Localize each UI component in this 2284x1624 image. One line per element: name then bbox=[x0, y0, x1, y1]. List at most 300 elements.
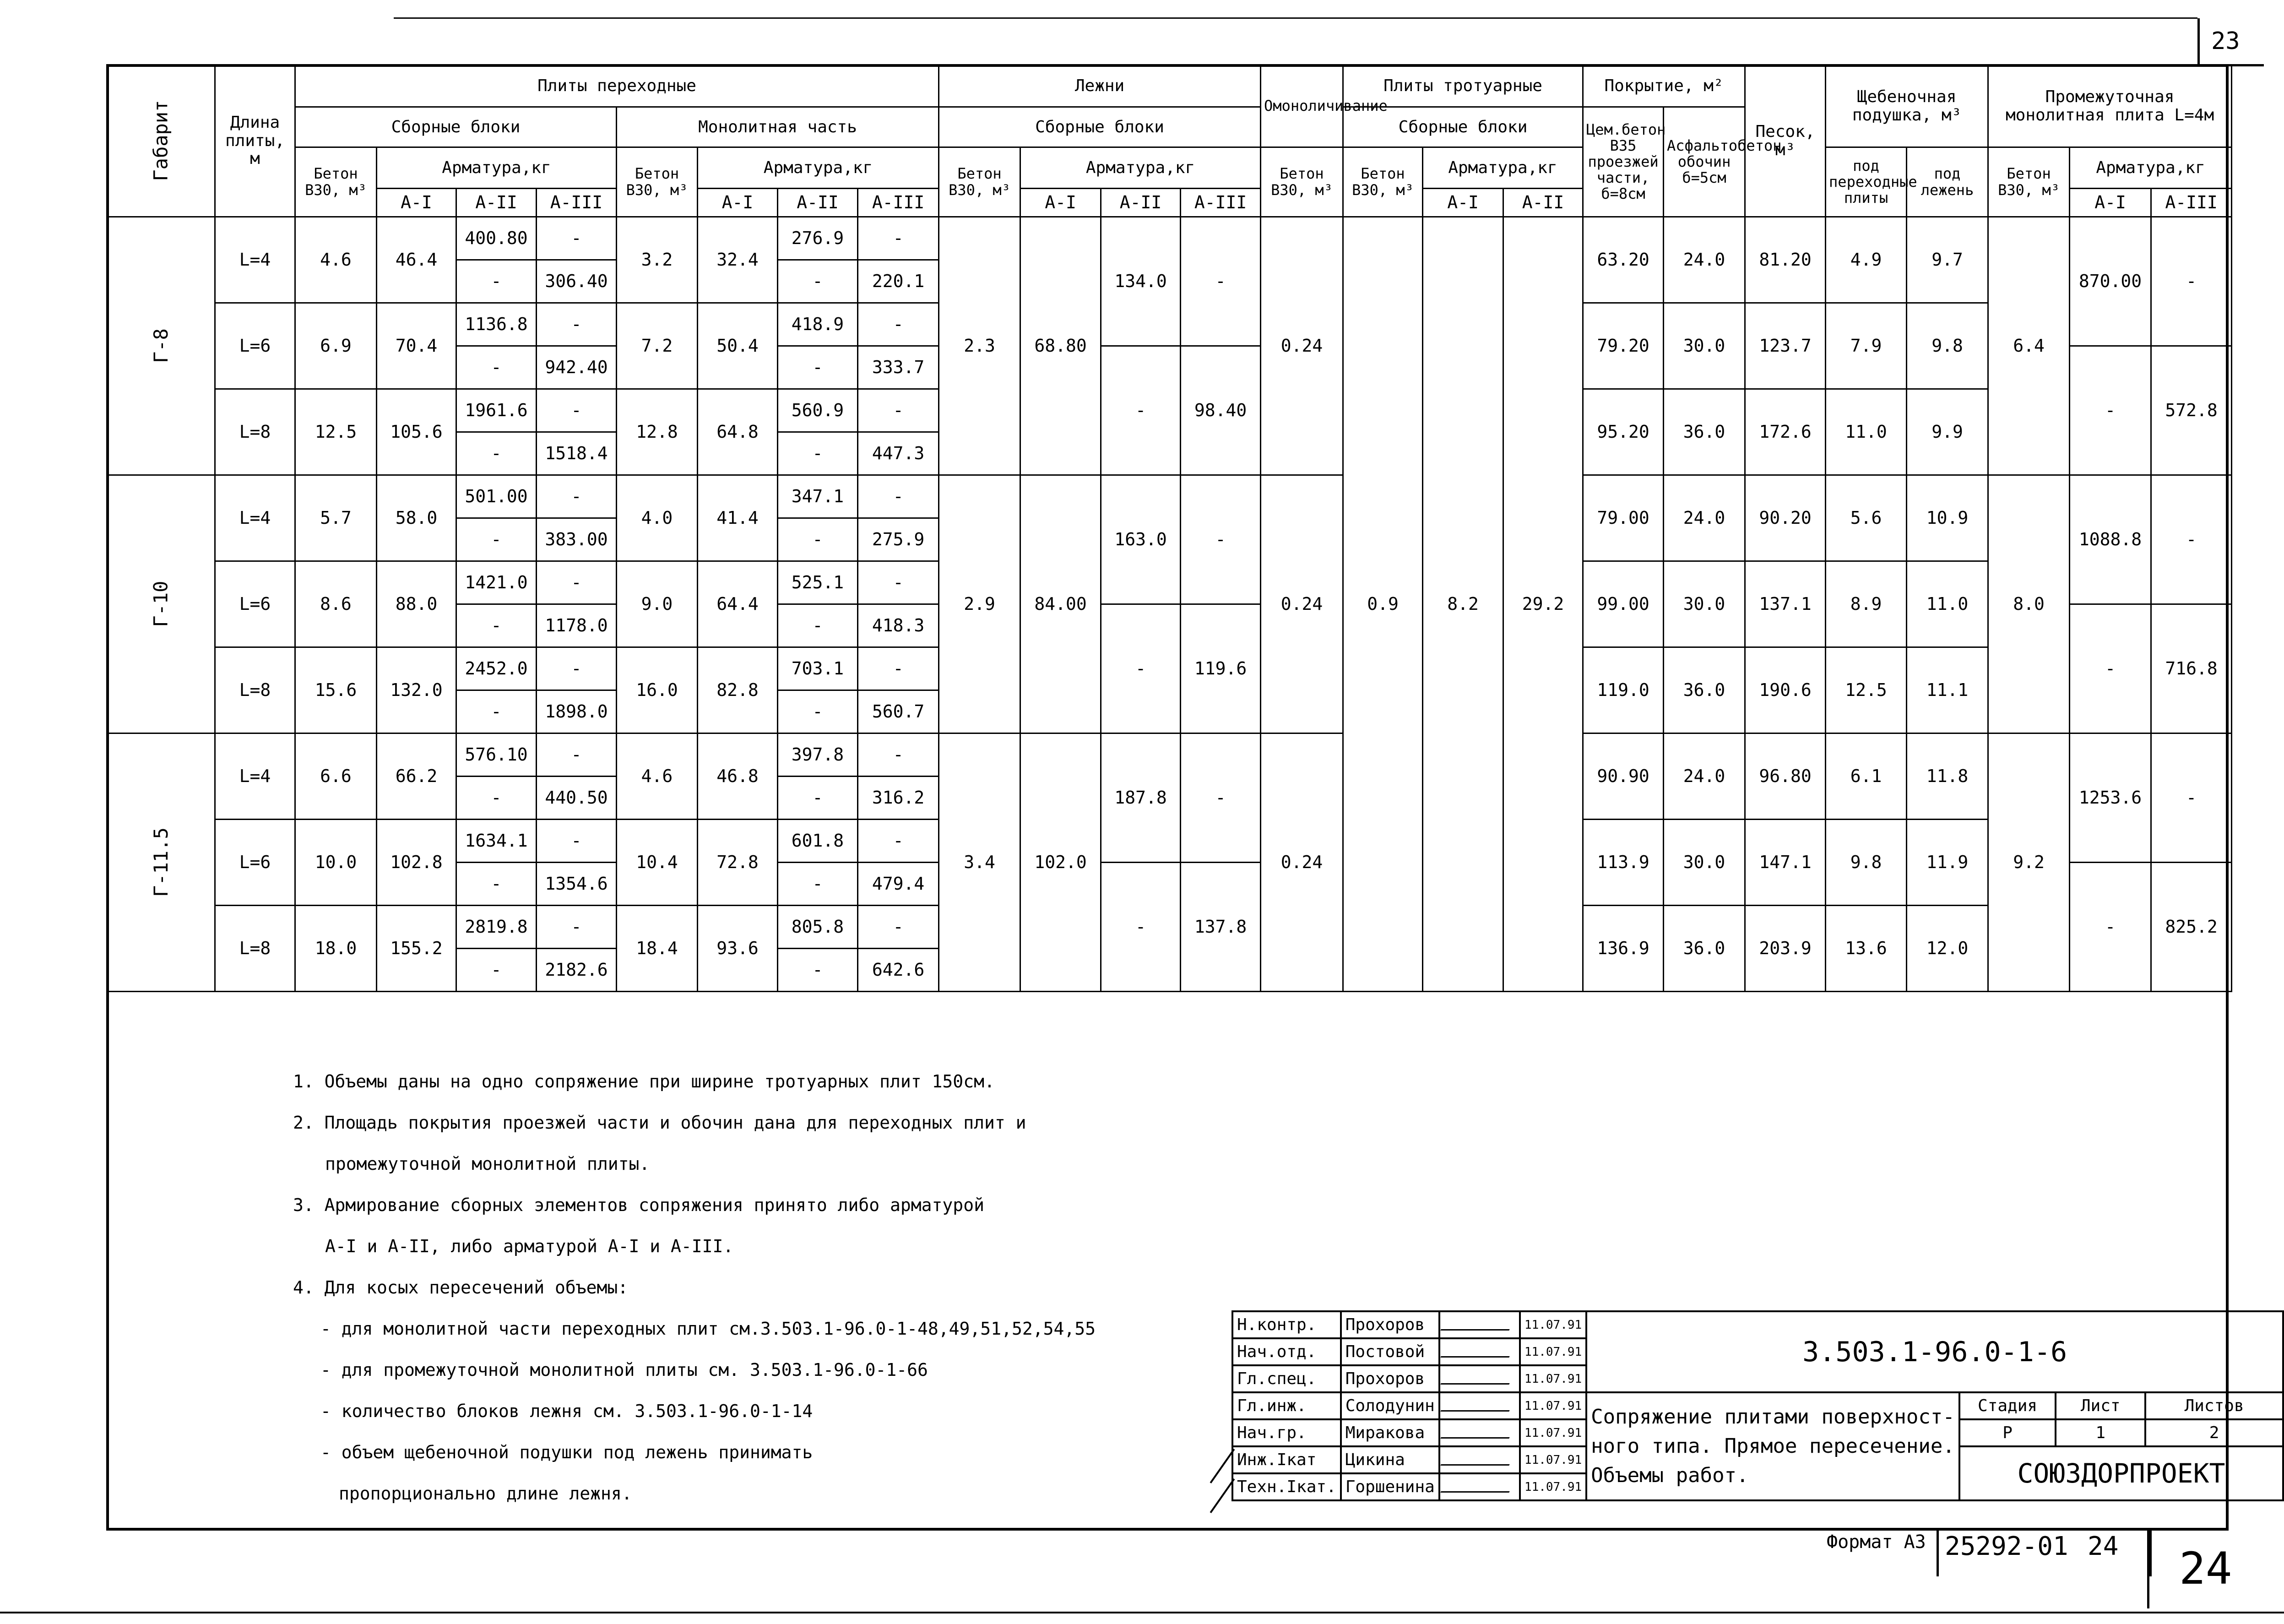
monolithic-a2-cell: 276.9 bbox=[778, 217, 858, 260]
sleeper-a3-cell: - bbox=[1181, 217, 1261, 346]
monolithic-a3-cell: 479.4 bbox=[858, 863, 939, 906]
stage-value: Р bbox=[1959, 1419, 2056, 1446]
intermediate-a1-cell: 1253.6 bbox=[2070, 733, 2151, 863]
under-sleeper-header: под лежень bbox=[1907, 147, 1988, 217]
concrete-header: Бетон В30, м³ bbox=[1261, 147, 1343, 217]
document-code: 3.503.1-96.0-1-6 bbox=[1586, 1311, 2283, 1392]
sheets-value: 2 bbox=[2145, 1419, 2283, 1446]
monolithic-part-header: Монолитная часть bbox=[617, 107, 939, 147]
slab-length-cell: L=4 bbox=[215, 475, 295, 561]
signature-mark bbox=[1440, 1342, 1516, 1358]
signature-mark bbox=[1440, 1423, 1516, 1439]
slab-length-cell: L=6 bbox=[215, 820, 295, 906]
precast-a2-cell: 501.00 bbox=[456, 475, 537, 518]
intermediate-a3-cell: 825.2 bbox=[2151, 863, 2232, 992]
date-cell: 11.07.91 bbox=[1520, 1473, 1586, 1500]
a2-header: А-II bbox=[1101, 189, 1181, 217]
note-line: пропорционально длине лежня. bbox=[339, 1483, 632, 1504]
role-cell: Нач.отд. bbox=[1232, 1338, 1341, 1365]
slab-length-cell: L=8 bbox=[215, 906, 295, 992]
sleeper-a3-cell: - bbox=[1181, 475, 1261, 604]
name-cell: Прохоров bbox=[1341, 1311, 1439, 1338]
monolithic-a3-cell: 642.6 bbox=[858, 949, 939, 992]
monolithic-a2-cell: - bbox=[778, 432, 858, 475]
monolithic-a2-cell: - bbox=[778, 346, 858, 389]
a1-header: А-I bbox=[698, 189, 778, 217]
cement-concrete-cell: 95.20 bbox=[1583, 389, 1664, 475]
monolithic-a3-cell: - bbox=[858, 303, 939, 346]
precast-a1-cell: 88.0 bbox=[377, 561, 456, 647]
date-cell: 11.07.91 bbox=[1520, 1338, 1586, 1365]
signature-mark bbox=[1440, 1450, 1516, 1466]
monolithic-a2-cell: - bbox=[778, 949, 858, 992]
a3-header: А-III bbox=[858, 189, 939, 217]
sidewalk-slabs-header: Плиты тротуарные bbox=[1343, 65, 1583, 107]
precast-a3-cell: 2182.6 bbox=[537, 949, 617, 992]
bottom-rule bbox=[0, 1612, 2284, 1613]
transition-slabs-header: Плиты переходные bbox=[295, 65, 939, 107]
sleeper-a3-cell: 137.8 bbox=[1181, 863, 1261, 992]
cement-concrete-cell: 90.90 bbox=[1583, 733, 1664, 820]
monolithic-a3-cell: 560.7 bbox=[858, 690, 939, 733]
a1-header: А-I bbox=[1020, 189, 1101, 217]
cushion-transition-cell: 11.0 bbox=[1826, 389, 1907, 475]
monolithic-concrete-cell: 7.2 bbox=[617, 303, 698, 389]
cushion-sleeper-cell: 9.8 bbox=[1907, 303, 1988, 389]
precast-a1-cell: 58.0 bbox=[377, 475, 456, 561]
intermediate-a3-cell: 572.8 bbox=[2151, 346, 2232, 475]
precast-a3-cell: 942.40 bbox=[537, 346, 617, 389]
precast-a2-cell: - bbox=[456, 346, 537, 389]
note-line: 1. Объемы даны на одно сопряжение при ширине тротуарных плит 150см. bbox=[293, 1071, 995, 1092]
name-cell: Миракова bbox=[1341, 1419, 1439, 1446]
pavement-header: Покрытие, м² bbox=[1583, 65, 1745, 107]
name-cell: Солодунин bbox=[1341, 1392, 1439, 1419]
slab-length-cell: L=4 bbox=[215, 217, 295, 303]
sleeper-a2-cell: 134.0 bbox=[1101, 217, 1181, 346]
signature-cell bbox=[1439, 1392, 1520, 1419]
sheet-value: 1 bbox=[2056, 1419, 2145, 1446]
intermediate-a1-cell: - bbox=[2070, 863, 2151, 992]
cement-concrete-cell: 99.00 bbox=[1583, 561, 1664, 647]
intermediate-slab-header: Промежуточная монолитная плита L=4м bbox=[1988, 65, 2232, 147]
precast-a1-cell: 46.4 bbox=[377, 217, 456, 303]
precast-a2-cell: - bbox=[456, 604, 537, 647]
precast-concrete-cell: 6.9 bbox=[295, 303, 377, 389]
signature-cell bbox=[1439, 1419, 1520, 1446]
date-cell: 11.07.91 bbox=[1520, 1365, 1586, 1392]
sheet-number-top: 23 bbox=[2211, 27, 2240, 55]
precast-concrete-cell: 15.6 bbox=[295, 647, 377, 733]
title-line: Объемы работ. bbox=[1591, 1463, 1749, 1487]
monolithic-a1-cell: 64.8 bbox=[698, 389, 778, 475]
a1-header: А-I bbox=[2070, 189, 2151, 217]
sleeper-concrete-cell: 2.9 bbox=[939, 475, 1020, 733]
sand-header: Песок, м³ bbox=[1745, 65, 1826, 217]
precast-concrete-cell: 6.6 bbox=[295, 733, 377, 820]
asphalt-cell: 36.0 bbox=[1664, 389, 1745, 475]
role-cell: Нач.гр. bbox=[1232, 1419, 1341, 1446]
cushion-transition-cell: 9.8 bbox=[1826, 820, 1907, 906]
precast-a1-cell: 66.2 bbox=[377, 733, 456, 820]
rebar-header: Арматура,кг bbox=[2070, 147, 2232, 189]
name-cell: Прохоров bbox=[1341, 1365, 1439, 1392]
concrete-header: Бетон В30, м³ bbox=[1343, 147, 1423, 217]
date-cell: 11.07.91 bbox=[1520, 1392, 1586, 1419]
monolithic-a2-cell: - bbox=[778, 863, 858, 906]
precast-a1-cell: 70.4 bbox=[377, 303, 456, 389]
monolithic-concrete-cell: 16.0 bbox=[617, 647, 698, 733]
precast-a1-cell: 102.8 bbox=[377, 820, 456, 906]
asphalt-cell: 36.0 bbox=[1664, 906, 1745, 992]
role-cell: Гл.спец. bbox=[1232, 1365, 1341, 1392]
asphalt-cell: 30.0 bbox=[1664, 303, 1745, 389]
precast-a2-cell: - bbox=[456, 432, 537, 475]
cement-concrete-header: Цем.бетон В35 проезжей части, б=8см bbox=[1583, 107, 1664, 217]
sleeper-a3-cell: - bbox=[1181, 733, 1261, 863]
sheet-label: Лист bbox=[2056, 1392, 2145, 1419]
cushion-transition-cell: 8.9 bbox=[1826, 561, 1907, 647]
precast-a3-cell: - bbox=[537, 217, 617, 260]
sleeper-concrete-cell: 2.3 bbox=[939, 217, 1020, 475]
sidewalk-concrete-cell: 0.9 bbox=[1343, 217, 1423, 992]
role-cell: Техн.Iкат. bbox=[1232, 1473, 1341, 1500]
precast-concrete-cell: 10.0 bbox=[295, 820, 377, 906]
precast-a3-cell: - bbox=[537, 389, 617, 432]
cushion-transition-cell: 6.1 bbox=[1826, 733, 1907, 820]
intermediate-concrete-cell: 6.4 bbox=[1988, 217, 2070, 475]
monolithic-a3-cell: 418.3 bbox=[858, 604, 939, 647]
sleeper-a2-cell: 187.8 bbox=[1101, 733, 1181, 863]
monolithic-a3-cell: - bbox=[858, 389, 939, 432]
asphalt-header: Асфальтобетон обочин б=5см bbox=[1664, 107, 1745, 217]
monolithing-cell: 0.24 bbox=[1261, 475, 1343, 733]
precast-a3-cell: 1178.0 bbox=[537, 604, 617, 647]
note-line: 4. Для косых пересечений объемы: bbox=[293, 1277, 629, 1298]
length-header: Длина плиты, м bbox=[215, 65, 295, 217]
date-cell: 11.07.91 bbox=[1520, 1311, 1586, 1338]
cushion-sleeper-cell: 11.8 bbox=[1907, 733, 1988, 820]
monolithic-a3-cell: - bbox=[858, 906, 939, 949]
note-line: - количество блоков лежня см. 3.503.1-96.0-1-14 bbox=[320, 1401, 813, 1421]
signature-mark bbox=[1440, 1315, 1516, 1331]
a3-header: А-III bbox=[1181, 189, 1261, 217]
asphalt-cell: 24.0 bbox=[1664, 217, 1745, 303]
precast-a3-cell: 440.50 bbox=[537, 777, 617, 820]
monolithic-a2-cell: - bbox=[778, 604, 858, 647]
monolithing-cell: 0.24 bbox=[1261, 733, 1343, 992]
precast-a1-cell: 132.0 bbox=[377, 647, 456, 733]
signature-mark bbox=[1440, 1369, 1516, 1385]
monolithic-a2-cell: 560.9 bbox=[778, 389, 858, 432]
slab-length-cell: L=4 bbox=[215, 733, 295, 820]
role-cell: Инж.Iкат bbox=[1232, 1446, 1341, 1473]
precast-a2-cell: - bbox=[456, 690, 537, 733]
precast-a2-cell: - bbox=[456, 863, 537, 906]
precast-a3-cell: - bbox=[537, 820, 617, 863]
title-block-row bbox=[1232, 1311, 2283, 1338]
cement-concrete-cell: 113.9 bbox=[1583, 820, 1664, 906]
role-cell: Гл.инж. bbox=[1232, 1392, 1341, 1419]
archive-number: 25292-01 bbox=[1945, 1532, 2068, 1561]
precast-blocks-header: Сборные блоки bbox=[295, 107, 617, 147]
date-cell: 11.07.91 bbox=[1520, 1419, 1586, 1446]
name-cell: Цикина bbox=[1341, 1446, 1439, 1473]
cushion-sleeper-cell: 10.9 bbox=[1907, 475, 1988, 561]
monolithic-a2-cell: 805.8 bbox=[778, 906, 858, 949]
cushion-sleeper-cell: 12.0 bbox=[1907, 906, 1988, 992]
cushion-sleeper-cell: 11.0 bbox=[1907, 561, 1988, 647]
monolithic-a1-cell: 46.8 bbox=[698, 733, 778, 820]
under-transition-header: под переходные плиты bbox=[1826, 147, 1907, 217]
cushion-sleeper-cell: 9.7 bbox=[1907, 217, 1988, 303]
sidewalk-precast-header: Сборные блоки bbox=[1343, 107, 1583, 147]
monolithic-a2-cell: 601.8 bbox=[778, 820, 858, 863]
monolithic-a2-cell: - bbox=[778, 260, 858, 303]
slab-length-cell: L=6 bbox=[215, 303, 295, 389]
sand-cell: 90.20 bbox=[1745, 475, 1826, 561]
monolithic-a1-cell: 72.8 bbox=[698, 820, 778, 906]
signature-mark bbox=[1440, 1477, 1516, 1493]
note-line: 2. Площадь покрытия проезжей части и обочин дана для переходных плит и bbox=[293, 1113, 1026, 1133]
a1-header: А-I bbox=[1423, 189, 1503, 217]
title-line: Сопряжение плитами поверхност- bbox=[1591, 1405, 1955, 1429]
sleeper-a2-cell: - bbox=[1101, 346, 1181, 475]
monolithic-a1-cell: 50.4 bbox=[698, 303, 778, 389]
cushion-sleeper-cell: 11.1 bbox=[1907, 647, 1988, 733]
signature-cell bbox=[1439, 1446, 1520, 1473]
a2-header: А-II bbox=[456, 189, 537, 217]
precast-a3-cell: 306.40 bbox=[537, 260, 617, 303]
intermediate-a1-cell: 1088.8 bbox=[2070, 475, 2151, 604]
sidewalk-a1-cell: 8.2 bbox=[1423, 217, 1503, 992]
gravel-cushion-header: Щебеночная подушка, м³ bbox=[1826, 65, 1988, 147]
monolithic-concrete-cell: 12.8 bbox=[617, 389, 698, 475]
gabarit-label: Г-11.5 bbox=[149, 827, 172, 897]
intermediate-a3-cell: - bbox=[2151, 217, 2232, 346]
precast-a2-cell: 1136.8 bbox=[456, 303, 537, 346]
precast-a2-cell: 1961.6 bbox=[456, 389, 537, 432]
slab-length-cell: L=8 bbox=[215, 389, 295, 475]
sleeper-a2-cell: - bbox=[1101, 863, 1181, 992]
concrete-header: Бетон В30, м³ bbox=[295, 147, 377, 217]
monolithic-concrete-cell: 4.0 bbox=[617, 475, 698, 561]
sleeper-a1-cell: 84.00 bbox=[1020, 475, 1101, 733]
rebar-header: Арматура,кг bbox=[377, 147, 617, 189]
intermediate-a1-cell: - bbox=[2070, 346, 2151, 475]
sand-cell: 137.1 bbox=[1745, 561, 1826, 647]
sleeper-concrete-cell: 3.4 bbox=[939, 733, 1020, 992]
precast-a3-cell: 1354.6 bbox=[537, 863, 617, 906]
monolithic-concrete-cell: 18.4 bbox=[617, 906, 698, 992]
monolithic-a3-cell: 447.3 bbox=[858, 432, 939, 475]
cement-concrete-cell: 63.20 bbox=[1583, 217, 1664, 303]
signature-cell bbox=[1439, 1365, 1520, 1392]
stage-label: Стадия bbox=[1959, 1392, 2056, 1419]
precast-concrete-cell: 12.5 bbox=[295, 389, 377, 475]
precast-a3-cell: - bbox=[537, 733, 617, 777]
intermediate-concrete-cell: 8.0 bbox=[1988, 475, 2070, 733]
monolithic-a3-cell: 333.7 bbox=[858, 346, 939, 389]
signature-cell bbox=[1439, 1311, 1520, 1338]
sand-cell: 203.9 bbox=[1745, 906, 1826, 992]
monolithic-a3-cell: - bbox=[858, 647, 939, 690]
role-cell: Н.контр. bbox=[1232, 1311, 1341, 1338]
precast-concrete-cell: 4.6 bbox=[295, 217, 377, 303]
precast-a2-cell: - bbox=[456, 949, 537, 992]
sleeper-a1-cell: 68.80 bbox=[1020, 217, 1101, 475]
gabarit-header: Габарит bbox=[107, 65, 215, 217]
a2-header: А-II bbox=[1503, 189, 1583, 217]
precast-a2-cell: 400.80 bbox=[456, 217, 537, 260]
intermediate-a3-cell: 716.8 bbox=[2151, 604, 2232, 733]
monolithic-a3-cell: 275.9 bbox=[858, 518, 939, 561]
rebar-header: Арматура,кг bbox=[1020, 147, 1261, 189]
monolithic-a3-cell: 220.1 bbox=[858, 260, 939, 303]
monolithic-a2-cell: 525.1 bbox=[778, 561, 858, 604]
precast-a3-cell: 383.00 bbox=[537, 518, 617, 561]
rebar-header: Арматура,кг bbox=[1423, 147, 1583, 189]
cushion-transition-cell: 7.9 bbox=[1826, 303, 1907, 389]
asphalt-cell: 36.0 bbox=[1664, 647, 1745, 733]
sleeper-a3-cell: 119.6 bbox=[1181, 604, 1261, 733]
monolithic-a2-cell: 397.8 bbox=[778, 733, 858, 777]
gabarit-label: Г-8 bbox=[149, 328, 172, 364]
monolithic-a2-cell: - bbox=[778, 777, 858, 820]
precast-a2-cell: 2452.0 bbox=[456, 647, 537, 690]
precast-a2-cell: - bbox=[456, 260, 537, 303]
monolithic-a1-cell: 93.6 bbox=[698, 906, 778, 992]
organization: СОЮЗДОРПРОЕКТ bbox=[1959, 1446, 2283, 1500]
sleepers-precast-header: Сборные блоки bbox=[939, 107, 1261, 147]
cement-concrete-cell: 79.20 bbox=[1583, 303, 1664, 389]
note-line: - для промежуточной монолитной плиты см. 3.503.1-96.0-1-66 bbox=[320, 1360, 928, 1380]
slab-length-cell: L=8 bbox=[215, 647, 295, 733]
monolithic-a2-cell: 703.1 bbox=[778, 647, 858, 690]
monolithic-a3-cell: - bbox=[858, 475, 939, 518]
intermediate-a3-cell: - bbox=[2151, 475, 2232, 604]
precast-a3-cell: 1518.4 bbox=[537, 432, 617, 475]
precast-a1-cell: 155.2 bbox=[377, 906, 456, 992]
precast-a3-cell: - bbox=[537, 303, 617, 346]
precast-concrete-cell: 8.6 bbox=[295, 561, 377, 647]
sidewalk-a2-cell: 29.2 bbox=[1503, 217, 1583, 992]
precast-a2-cell: 1421.0 bbox=[456, 561, 537, 604]
precast-a3-cell: 1898.0 bbox=[537, 690, 617, 733]
monolithic-a2-cell: - bbox=[778, 690, 858, 733]
cushion-sleeper-cell: 9.9 bbox=[1907, 389, 1988, 475]
precast-a2-cell: 576.10 bbox=[456, 733, 537, 777]
sand-cell: 123.7 bbox=[1745, 303, 1826, 389]
note-line: - для монолитной части переходных плит см.3.503.1-96.0-1-48,49,51,52,54,55 bbox=[320, 1319, 1096, 1339]
asphalt-cell: 24.0 bbox=[1664, 475, 1745, 561]
monolithic-a1-cell: 82.8 bbox=[698, 647, 778, 733]
precast-a3-cell: - bbox=[537, 561, 617, 604]
sleeper-a2-cell: - bbox=[1101, 604, 1181, 733]
signature-mark bbox=[1440, 1396, 1516, 1412]
monolithic-concrete-cell: 3.2 bbox=[617, 217, 698, 303]
monolithic-concrete-cell: 10.4 bbox=[617, 820, 698, 906]
date-cell: 11.07.91 bbox=[1520, 1446, 1586, 1473]
cement-concrete-cell: 119.0 bbox=[1583, 647, 1664, 733]
monolithic-a2-cell: 418.9 bbox=[778, 303, 858, 346]
concrete-header: Бетон В30, м³ bbox=[617, 147, 698, 217]
sand-cell: 96.80 bbox=[1745, 733, 1826, 820]
asphalt-cell: 30.0 bbox=[1664, 561, 1745, 647]
sleeper-a2-cell: 163.0 bbox=[1101, 475, 1181, 604]
monolithic-a1-cell: 32.4 bbox=[698, 217, 778, 303]
monolithic-a3-cell: - bbox=[858, 561, 939, 604]
format-label: Формат А3 bbox=[1827, 1532, 1926, 1553]
asphalt-cell: 24.0 bbox=[1664, 733, 1745, 820]
precast-a3-cell: - bbox=[537, 647, 617, 690]
monolithic-a3-cell: - bbox=[858, 820, 939, 863]
title-block-row bbox=[1232, 1392, 2283, 1419]
title-block bbox=[1232, 1310, 2284, 1501]
monolithic-concrete-cell: 9.0 bbox=[617, 561, 698, 647]
precast-a3-cell: - bbox=[537, 906, 617, 949]
intermediate-concrete-cell: 9.2 bbox=[1988, 733, 2070, 992]
precast-a2-cell: 2819.8 bbox=[456, 906, 537, 949]
cushion-transition-cell: 5.6 bbox=[1826, 475, 1907, 561]
monolithic-a1-cell: 64.4 bbox=[698, 561, 778, 647]
sheet-number-bottom: 24 bbox=[2179, 1543, 2232, 1594]
sleeper-a1-cell: 102.0 bbox=[1020, 733, 1101, 992]
a3-header: А-III bbox=[537, 189, 617, 217]
signature-cell bbox=[1439, 1338, 1520, 1365]
precast-a2-cell: - bbox=[456, 777, 537, 820]
cushion-transition-cell: 13.6 bbox=[1826, 906, 1907, 992]
sleepers-header: Лежни bbox=[939, 65, 1261, 107]
cushion-transition-cell: 4.9 bbox=[1826, 217, 1907, 303]
asphalt-cell: 30.0 bbox=[1664, 820, 1745, 906]
concrete-header: Бетон В30, м³ bbox=[939, 147, 1020, 217]
monolithic-a3-cell: - bbox=[858, 217, 939, 260]
intermediate-a3-cell: - bbox=[2151, 733, 2232, 863]
top-rule bbox=[394, 17, 2197, 19]
a2-header: А-II bbox=[778, 189, 858, 217]
cement-concrete-cell: 79.00 bbox=[1583, 475, 1664, 561]
monolithic-a2-cell: - bbox=[778, 518, 858, 561]
monolithic-a2-cell: 347.1 bbox=[778, 475, 858, 518]
sand-cell: 81.20 bbox=[1745, 217, 1826, 303]
a3-header: А-III bbox=[2151, 189, 2232, 217]
sleeper-a3-cell: 98.40 bbox=[1181, 346, 1261, 475]
sand-cell: 172.6 bbox=[1745, 389, 1826, 475]
name-cell: Постовой bbox=[1341, 1338, 1439, 1365]
precast-concrete-cell: 18.0 bbox=[295, 906, 377, 992]
monolithing-cell: 0.24 bbox=[1261, 217, 1343, 475]
a1-header: А-I bbox=[377, 189, 456, 217]
cement-concrete-cell: 136.9 bbox=[1583, 906, 1664, 992]
precast-a2-cell: - bbox=[456, 518, 537, 561]
monolithic-a3-cell: 316.2 bbox=[858, 777, 939, 820]
sand-cell: 190.6 bbox=[1745, 647, 1826, 733]
note-line: - объем щебеночной подушки под лежень принимать bbox=[320, 1442, 813, 1462]
note-line: промежуточной монолитной плиты. bbox=[325, 1154, 650, 1174]
note-line: А-I и А-II, либо арматурой А-I и А-III. bbox=[325, 1236, 734, 1256]
precast-a1-cell: 105.6 bbox=[377, 389, 456, 475]
cushion-sleeper-cell: 11.9 bbox=[1907, 820, 1988, 906]
name-cell: Горшенина bbox=[1341, 1473, 1439, 1500]
monolithing-header: Омоноличивание bbox=[1261, 65, 1343, 147]
rebar-header: Арматура,кг bbox=[698, 147, 939, 189]
monolithic-concrete-cell: 4.6 bbox=[617, 733, 698, 820]
cushion-transition-cell: 12.5 bbox=[1826, 647, 1907, 733]
title-line: ного типа. Прямое пересечение. bbox=[1591, 1434, 1955, 1458]
precast-a2-cell: 1634.1 bbox=[456, 820, 537, 863]
drawing-title bbox=[1586, 1392, 1959, 1500]
